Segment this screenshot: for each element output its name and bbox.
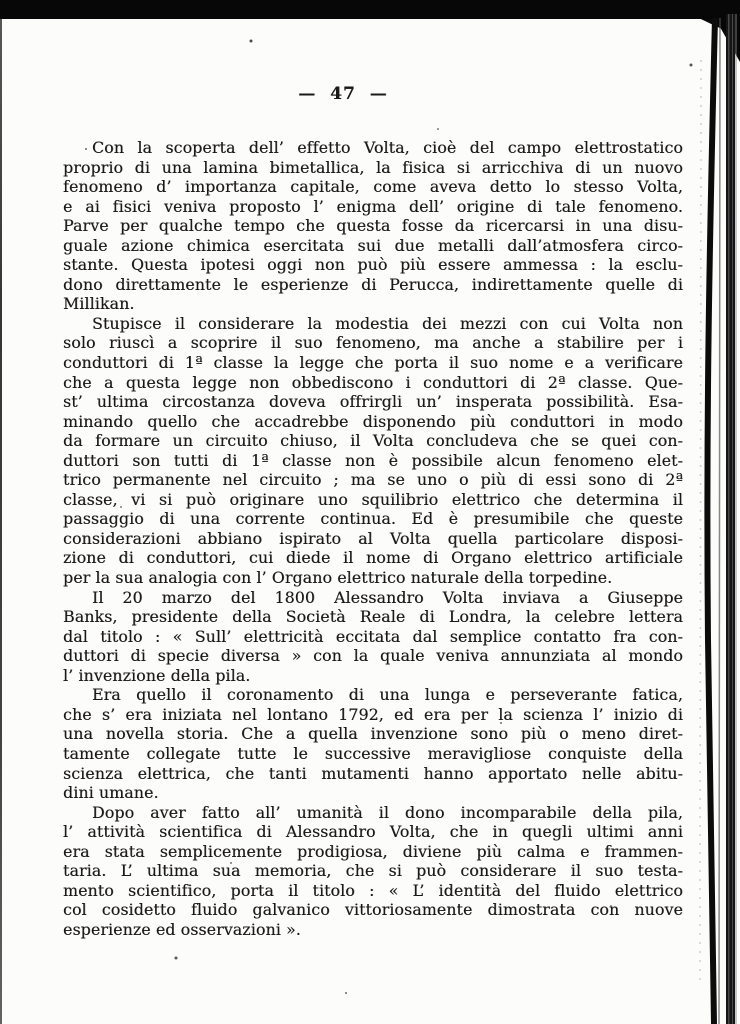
page-number: — 47 — bbox=[298, 84, 388, 104]
text-line: e ai fisici veniva proposto l’ enigma dell’ origine di tale fenomeno. bbox=[63, 196, 683, 216]
text-line: taria. L’ ultima sua memoria, che si può considerare il suo testa- bbox=[63, 861, 683, 881]
page-body bbox=[63, 138, 683, 939]
text-line: proprio di una lamina bimetallica, la fisica si arricchiva di un nuovo bbox=[63, 157, 683, 177]
text-line: Stupisce il considerare la modestia dei mezzi con cui Volta non bbox=[92, 313, 683, 333]
paragraph bbox=[63, 588, 683, 686]
text-line: dono direttamente le esperienze di Perucca, indirettamente quelle di bbox=[63, 274, 683, 294]
text-line: minando quello che accadrebbe disponendo più conduttori in modo bbox=[63, 411, 683, 431]
text-line: classe, vi si può originare uno squilibrio elettrico che determina il bbox=[63, 489, 683, 509]
text-line: da formare un circuito chiuso, il Volta concludeva che se quei con- bbox=[63, 431, 683, 451]
text-line: duttori son tutti di 1ª classe non è possibile alcun fenomeno elet- bbox=[63, 450, 683, 470]
text-line: fenomeno d’ importanza capitale, come aveva detto lo stesso Volta, bbox=[63, 177, 683, 197]
paragraph bbox=[63, 314, 683, 588]
text-line: l’ attività scientifica di Alessandro Volta, che in quegli ultimi anni bbox=[63, 822, 683, 842]
text-line: duttori di specie diversa » con la quale veniva annunziata al mondo bbox=[63, 646, 683, 666]
text-line: Banks, presidente della Società Reale di Londra, la celebre lettera bbox=[63, 607, 683, 627]
text-line: considerazioni abbiano ispirato al Volta quella particolare disposi- bbox=[63, 528, 683, 548]
text-line: Era quello il coronamento di una lunga e perseverante fatica, bbox=[92, 685, 683, 705]
scan-left-edge bbox=[0, 19, 2, 1024]
text-line: conduttori di 1ª classe la legge che porta il suo nome e a verificare bbox=[63, 353, 683, 373]
text-line: Il 20 marzo del 1800 Alessandro Volta inviava a Giuseppe bbox=[92, 587, 683, 607]
book-page-edges bbox=[695, 0, 740, 1024]
text-line: Parve per qualche tempo che questa fosse da ricercarsi in una disu- bbox=[63, 216, 683, 236]
text-line: che s’ era iniziata nel lontano 1792, ed era per la scienza l’ inizio di bbox=[63, 704, 683, 724]
text-line: passaggio di una corrente continua. Ed è presumibile che queste bbox=[63, 509, 683, 529]
text-line: una novella storia. Che a quella invenzione sono più o meno diret- bbox=[63, 724, 683, 744]
paragraph bbox=[63, 803, 683, 940]
text-line: col cosidetto fluido galvanico vittoriosamente dimostrata con nuove bbox=[63, 900, 683, 920]
text-line: zione di conduttori, cui diede il nome di Organo elettrico artificiale bbox=[63, 548, 683, 568]
text-line: era stata semplicemente prodigiosa, diviene più calma e frammen- bbox=[63, 841, 683, 861]
scan-top-edge bbox=[0, 0, 740, 19]
text-line: mento scientifico, porta il titolo : « L’ identità del fluido elettrico bbox=[63, 880, 683, 900]
paragraph bbox=[63, 138, 683, 314]
text-line: stante. Questa ipotesi oggi non può più essere ammessa : la esclu- bbox=[63, 255, 683, 275]
text-line: solo riuscì a scoprire il suo fenomeno, ma anche a stabilire per i bbox=[63, 333, 683, 353]
text-line: dal titolo : « Sull’ elettricità eccitata dal semplice contatto fra con- bbox=[63, 626, 683, 646]
page-edges-graphic bbox=[695, 0, 740, 1024]
text-line: per la sua analogia con l’ Organo elettrico naturale della torpedine. bbox=[63, 568, 613, 588]
scan-noise bbox=[0, 0, 2, 2]
text-line: Millikan. bbox=[63, 294, 135, 314]
text-line: trico permanente nel circuito ; ma se uno o più di essi sono di 2ª bbox=[63, 470, 683, 490]
paragraph bbox=[63, 685, 683, 802]
text-line: tamente collegate tutte le successive meravigliose conquiste della bbox=[63, 743, 683, 763]
text-line: Dopo aver fatto all’ umanità il dono incomparabile della pila, bbox=[92, 802, 683, 822]
text-line: l’ invenzione della pila. bbox=[63, 665, 251, 685]
text-line: dini umane. bbox=[63, 783, 159, 803]
text-line: scienza elettrica, che tanti mutamenti hanno apportato nelle abitu- bbox=[63, 763, 683, 783]
text-line: st’ ultima circostanza doveva offrirgli un’ insperata possibilità. Esa- bbox=[63, 392, 683, 412]
text-line: Con la scoperta dell’ effetto Volta, cioè del campo elettrostatico bbox=[92, 138, 683, 157]
text-line: esperienze ed osservazioni ». bbox=[63, 919, 301, 939]
text-line: guale azione chimica esercitata sui due metalli dall’atmosfera circo- bbox=[63, 235, 683, 255]
text-line: che a questa legge non obbediscono i conduttori di 2ª classe. Que- bbox=[63, 372, 683, 392]
